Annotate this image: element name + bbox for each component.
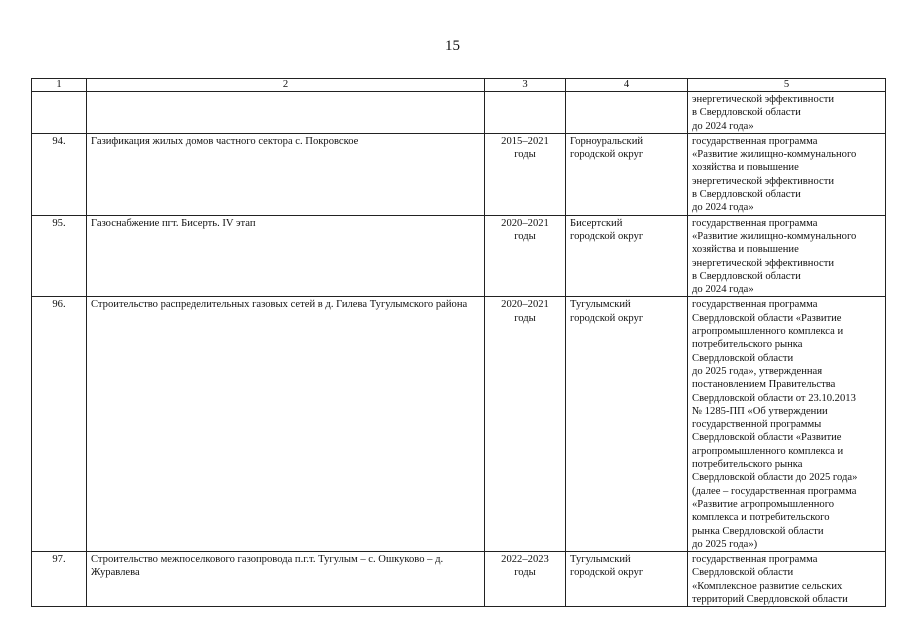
- project-territory: [566, 92, 688, 134]
- project-name: Газоснабжение пгт. Бисерть. IV этап: [87, 215, 485, 297]
- project-period: 2020–2021 годы: [485, 215, 566, 297]
- header-row: [32, 79, 886, 92]
- project-program: государственная программа Свердловской области «Развитие агропромышленного комплекса и потребительского рынка Свердловской области до 2025 года», утвержденная постановлением Правительства Свердловской области от 23.10.2013 № 1285-ПП «Об утверждении государственной программы Свердловской области «Развитие агропромышленного комплекса и потребительского рынка Свердловской области до 2025 года» (далее – государственная программа «Развитие агропромышленного комплекса и потребительского рынка Свердловской области до 2025 года»): [688, 297, 886, 552]
- project-program: энергетической эффективности в Свердловской области до 2024 года»: [688, 92, 886, 134]
- project-name: Строительство межпоселкового газопровода п.г.т. Тугулым – с. Ошкуково – д. Журавлева: [87, 552, 485, 607]
- column-header-1: 1: [32, 79, 87, 92]
- table-body: [32, 92, 886, 607]
- project-program: государственная программа «Развитие жилищно-коммунального хозяйства и повышение энергетической эффективности в Свердловской области до 2024 года»: [688, 133, 886, 215]
- table-header: [32, 79, 886, 92]
- project-territory: Бисертский городской округ: [566, 215, 688, 297]
- project-territory: Тугулымский городской округ: [566, 297, 688, 552]
- project-program: государственная программа Свердловской области «Комплексное развитие сельских территорий Свердловской области: [688, 552, 886, 607]
- column-header-2: 2: [87, 79, 485, 92]
- project-period: [485, 92, 566, 134]
- table-row: [32, 133, 886, 215]
- project-name: Газификация жилых домов частного сектора с. Покровское: [87, 133, 485, 215]
- project-period: 2022–2023 годы: [485, 552, 566, 607]
- project-period: 2020–2021 годы: [485, 297, 566, 552]
- project-name: [87, 92, 485, 134]
- page-number: 15: [445, 38, 460, 54]
- column-header-4: 4: [566, 79, 688, 92]
- table-row: [32, 297, 886, 552]
- table-row: [32, 552, 886, 607]
- project-territory: Тугулымский городской округ: [566, 552, 688, 607]
- project-territory: Горноуральский городской округ: [566, 133, 688, 215]
- project-period: 2015–2021 годы: [485, 133, 566, 215]
- row-number: 95.: [32, 215, 87, 297]
- row-number: 94.: [32, 133, 87, 215]
- row-number: 96.: [32, 297, 87, 552]
- project-program: государственная программа «Развитие жилищно-коммунального хозяйства и повышение энергетической эффективности в Свердловской области до 2024 года»: [688, 215, 886, 297]
- row-number: [32, 92, 87, 134]
- project-name: Строительство распределительных газовых сетей в д. Гилева Тугулымского района: [87, 297, 485, 552]
- column-header-3: 3: [485, 79, 566, 92]
- column-header-5: 5: [688, 79, 886, 92]
- projects-table: [31, 78, 886, 607]
- row-number: 97.: [32, 552, 87, 607]
- table-row: [32, 215, 886, 297]
- table-row: [32, 92, 886, 134]
